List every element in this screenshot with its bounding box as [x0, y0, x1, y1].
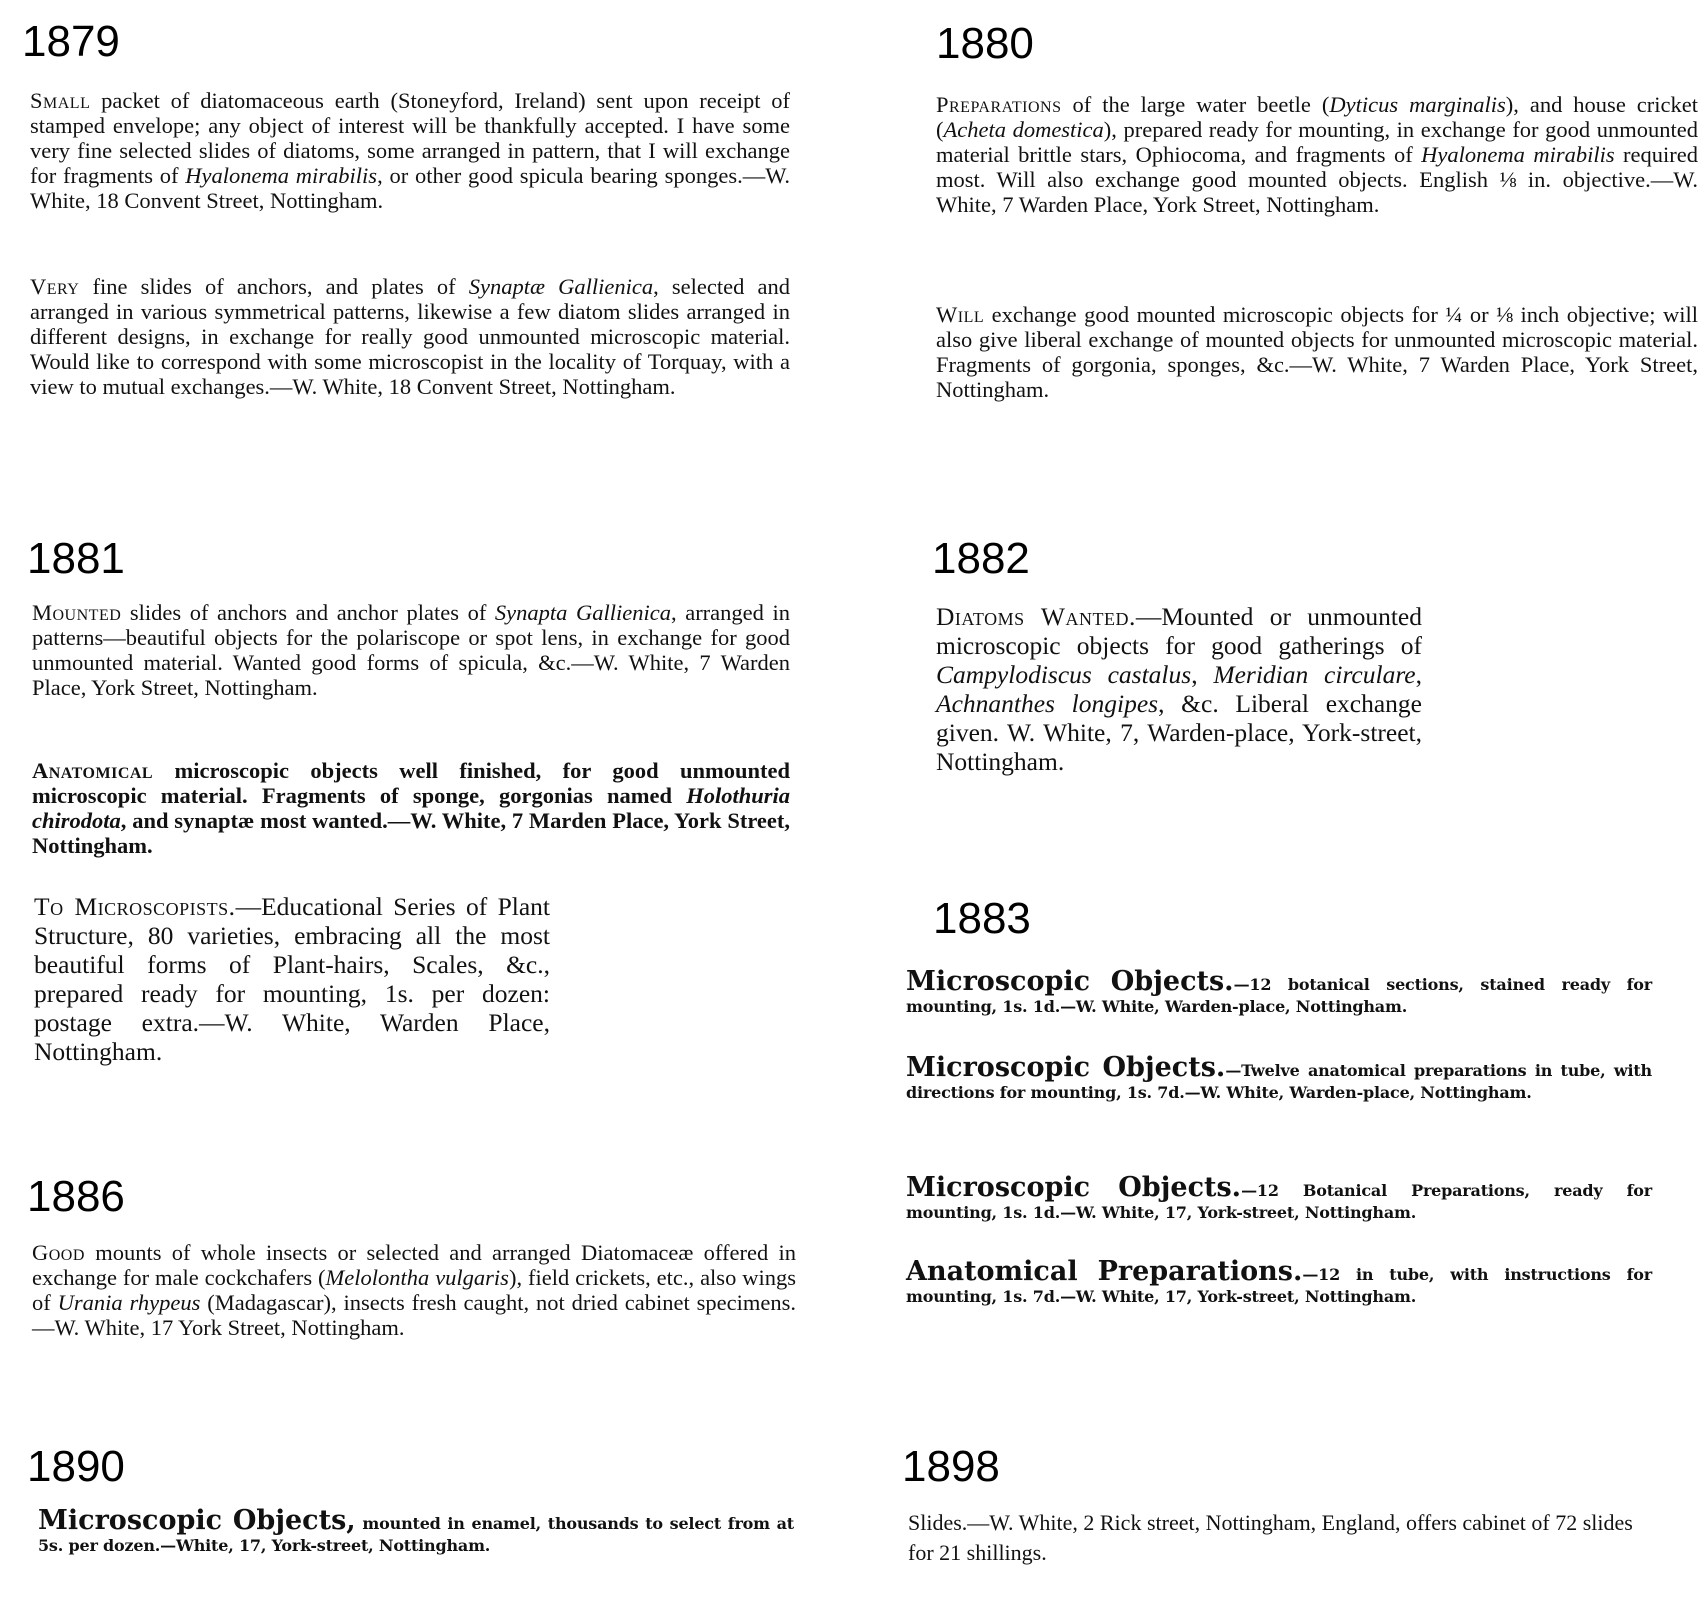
year-heading-1886: 1886	[27, 1172, 125, 1221]
ad-1883-botanical-sections: Microscopic Objects.—12 botanical sections, stained ready for mounting, 1s. 1d.—W. White, Warden-place, Nottingham.	[906, 966, 1652, 1016]
ad-1880-objective-exchange: Will exchange good mounted microscopic objects for ¼ or ⅛ inch objective; will also give liberal exchange of mounted objects for unmounted microscopic material. Fragments of gorgonia, sponges, &c.—W. White, 7 Warden Place, York Street, Nottingham.	[936, 302, 1698, 402]
year-heading-1881: 1881	[27, 534, 125, 583]
year-heading-1883: 1883	[933, 894, 1031, 943]
ad-1879-anchor-slides: Very fine slides of anchors, and plates of Synaptæ Gallienica, selected and arranged in various symmetrical patterns, likewise a few diatom slides arranged in different designs, in exchange for really good unmounted microscopic material. Would like to correspond with some microscopist in the locality of Torquay, with a view to mutual exchanges.—W. White, 18 Convent Street, Nottingham.	[30, 274, 790, 399]
ad-1879-diatomaceous-earth: Small packet of diatomaceous earth (Stoneyford, Ireland) sent upon receipt of stamped envelope; any object of interest will be thankfully accepted. I have some very fine selected slides of diatoms, some arranged in pattern, that I will exchange for fragments of Hyalonema mirabilis, or other good spicula bearing sponges.—W. White, 18 Convent Street, Nottingham.	[30, 88, 790, 213]
ad-1886-whole-insects: Good mounts of whole insects or selected and arranged Diatomaceæ offered in exchange for male cockchafers (Melolontha vulgaris), field crickets, etc., also wings of Urania rhypeus (Madagascar), insects fresh caught, not dried cabinet specimens.—W. White, 17 York Street, Nottingham.	[32, 1240, 796, 1340]
ad-1881-to-microscopists: To Microscopists.—Educational Series of Plant Structure, 80 varieties, embracing all the most beautiful forms of Plant-hairs, Scales, &c., prepared ready for mounting, 1s. per dozen: postage extra.—W. White, Warden Place, Nottingham.	[34, 892, 550, 1066]
year-heading-1879: 1879	[22, 17, 120, 66]
ad-1881-synapta-slides: Mounted slides of anchors and anchor plates of Synapta Gallienica, arranged in patterns—beautiful objects for the polariscope or spot lens, in exchange for good unmounted material. Wanted good forms of spicula, &c.—W. White, 7 Warden Place, York Street, Nottingham.	[32, 600, 790, 700]
ad-1880-water-beetle: Preparations of the large water beetle (Dyticus marginalis), and house cricket (Acheta domestica), prepared ready for mounting, in exchange for good unmounted material brittle stars, Ophiocoma, and fragments of Hyalonema mirabilis required most. Will also exchange good mounted objects. English ⅛ in. objective.—W. White, 7 Warden Place, York Street, Nottingham.	[936, 92, 1698, 217]
ad-1882-diatoms-wanted: Diatoms Wanted.—Mounted or unmounted microscopic objects for good gatherings of Campylodiscus castalus, Meridian circulare, Achnanthes longipes, &c. Liberal exchange given. W. White, 7, Warden-place, York-street, Nottingham.	[936, 602, 1422, 776]
year-heading-1880: 1880	[936, 19, 1034, 68]
year-heading-1882: 1882	[932, 534, 1030, 583]
year-heading-1898: 1898	[902, 1442, 1000, 1491]
ad-1883-anatomical-preparations: Anatomical Preparations.—12 in tube, with instructions for mounting, 1s. 7d.—W. White, 17, York-street, Nottingham.	[906, 1256, 1652, 1306]
ad-1883-anatomical-preparations-tube: Microscopic Objects.—Twelve anatomical preparations in tube, with directions for mounting, 1s. 7d.—W. White, Warden-place, Nottingham.	[906, 1052, 1652, 1102]
ad-1883-botanical-preparations: Microscopic Objects.—12 Botanical Preparations, ready for mounting, 1s. 1d.—W. White, 17, York-street, Nottingham.	[906, 1172, 1652, 1222]
year-heading-1890: 1890	[27, 1442, 125, 1491]
ad-1881-anatomical-objects: Anatomical microscopic objects well finished, for good unmounted microscopic material. Fragments of sponge, gorgonias named Holothuria chirodota, and synaptæ most wanted.—W. White, 7 Marden Place, York Street, Nottingham.	[32, 758, 790, 858]
ad-1898-cabinet-slides: Slides.—W. White, 2 Rick street, Nottingham, England, offers cabinet of 72 slides for 21 shillings.	[908, 1510, 1633, 1565]
ad-1890-enamel-mounts: Microscopic Objects, mounted in enamel, thousands to select from at 5s. per dozen.—White, 17, York-street, Nottingham.	[38, 1505, 794, 1555]
